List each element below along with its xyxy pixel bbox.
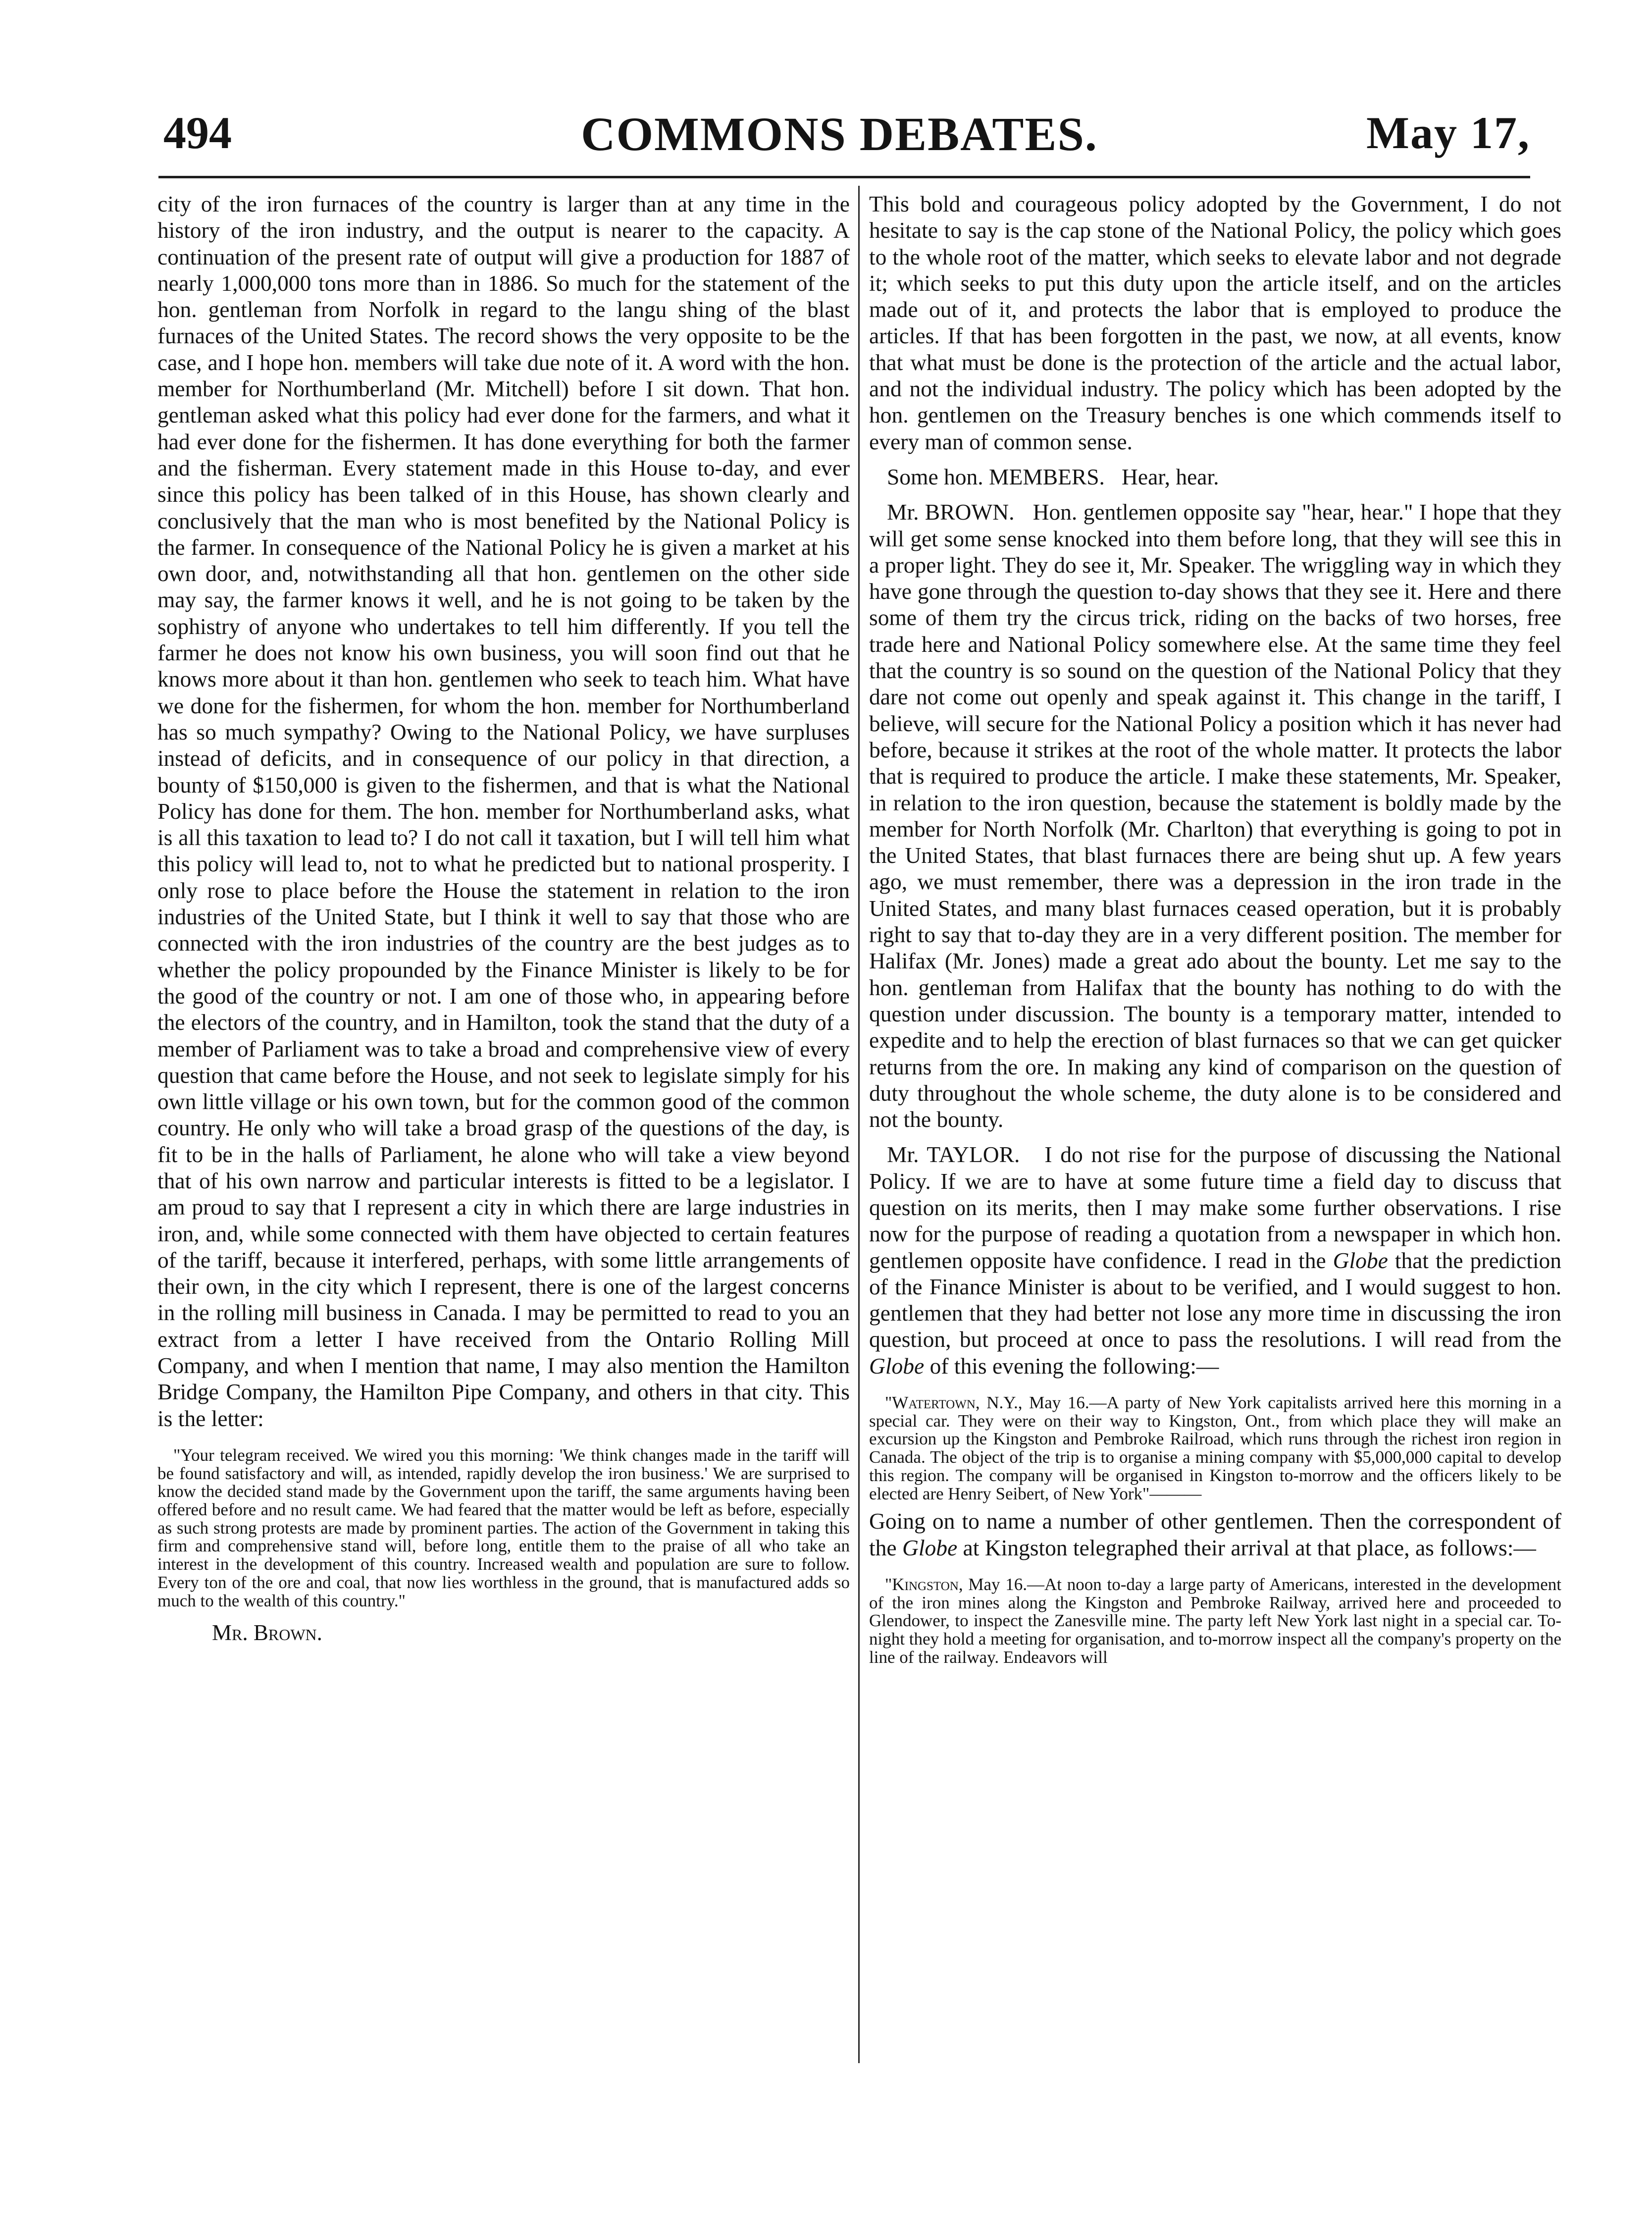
header-rule	[158, 176, 1530, 178]
speaker-name: Some hon. MEMBERS.	[887, 464, 1105, 489]
column-divider	[858, 186, 860, 2063]
speech-text: Hon. gentlemen opposite say "hear, hear." I hope that they will get some sense knocked into them before long, that they will see this in a proper light. They do see it, Mr. Speaker. The wriggling way in which they have gone through the question to-day shows that they see it. Here and there some of them try the circus trick, riding on the backs of two horses, free trade here and National Policy somewhere else. At the same time they feel that the country is so sound on the question of the National Policy that they dare not come out openly and speak against it. This change in the tariff, I believe, will secure for the National Policy a position which it has never had before, because it strikes at the root of the whole matter. It protects the labor that is required to produce the article. I make these statements, Mr. Speaker, in relation to the iron question, because the statement is boldly made by the member for North Norfolk (Mr. Charlton) that everything is going to pot in the United States, that blast furnaces there are being shut up. A few years ago, we must remember, there was a depression in the iron trade in the United States, and many blast furnaces ceased operation, but it is probably right to say that to-day they are in a very different position. The member for Halifax (Mr. Jones) made a great ado about the bounty. Let me say to the hon. gentleman from Halifax that the bounty has nothing to do with the question under discussion. The bounty is a temporary matter, intended to expedite and to help the erection of blast furnaces so that we can get quicker returns from the ore. In making any kind of comparison on the question of duty throughout the whole scheme, the duty alone is to be considered and not the bounty.	[869, 499, 1561, 1132]
paragraph: This bold and courageous policy adopted by the Government, I do not hesitate to say is the cap stone of the National Policy, the policy which goes to the whole root of the matter, which seeks to elevate labor and not degrade it; which seeks to put this duty upon the article itself, and on the articles made out of it, and protects the labor that is employed to produce the articles. If that has been forgotten in the past, we now, at all events, know that what must be done is the protection of the article and the actual labor, and not the individual industry. The policy which has been adopted by the hon. gentlemen on the Treasury benches is one which commends itself to every man of common sense.	[869, 191, 1561, 454]
newspaper-quote	[869, 1576, 1561, 1667]
left-column	[157, 191, 850, 1647]
speech-text: at Kingston telegraphed their arrival at that place, as follows:—	[963, 1535, 1536, 1560]
quote-paragraph	[869, 1394, 1561, 1503]
quote-text: May 16.—At noon to-day a large party of Americans, interested in the development of the iron mines along the Kingston and Pembroke Railway, arrived here and proceeded to Glendower, to inspect the Zanesville mine. The party left New York last night in a special car. To-night they hold a meeting for organisation, and to-morrow inspect all the company's property on the line of the railway. Endeavors will	[869, 1574, 1561, 1667]
quote-dateline: "Watertown,	[885, 1393, 980, 1413]
page-header	[149, 106, 1530, 166]
speaker-name: Mr. TAYLOR.	[887, 1142, 1020, 1168]
newspaper-name: Globe	[902, 1535, 958, 1560]
letter-quote	[157, 1446, 850, 1610]
paragraph: city of the iron furnaces of the country is larger than at any time in the history of the iron industry, and the output is nearer to the capacity. A continuation of the present rate of output will give a production for 1887 of nearly 1,000,000 tons more than in 1886. So much for the statement of the hon. gentleman from Norfolk in regard to the langu shing of the blast furnaces of the United States. The record shows the very opposite to be the case, and I hope hon. members will take due note of it. A word with the hon. member for Northumberland (Mr. Mitchell) before I sit down. That hon. gentleman asked what this policy had ever done for the farmers, and what it had ever done for the fishermen. It has done everything for both the farmer and the fisherman. Every statement made in this House to-day, and ever since this policy has been talked of in this House, has shown clearly and conclusively that the man who is most benefited by the National Policy is the farmer. In consequence of the National Policy he is given a market at his own door, and, notwithstanding all that hon. gentlemen on the other side may say, the farmer knows it well, and he is not going to be taken by the sophistry of anyone who undertakes to tell him differently. If you tell the farmer he does not know his own business, you will soon find out that he knows more about it than hon. gentlemen who seek to teach him. What have we done for the fishermen, for whom the hon. member for Northumberland has so much sympathy? Owing to the National Policy, we have surpluses instead of deficits, and in consequence of our policy in that direction, a bounty of $150,000 is given to the fishermen, and that is what the National Policy has done for them. The hon. member for Northumberland asks, what is all this taxation to lead to? I do not call it taxation, but I will tell him what this policy will lead to, not to what he predicted but to national prosperity. I only rose to place before the House the statement in relation to the iron industries of the United State, but I think it well to say that those who are connected with the iron industries of the country are the best judges as to whether the policy propounded by the Finance Minister is likely to be for the good of the country or not. I am one of those who, in appearing before the electors of the country, and in Hamilton, took the stand that the duty of a member of Parliament was to take a broad and comprehensive view of every question that came before the House, and not seek to legislate simply for his own little village or his own town, but for the common good of the common country. He only who will take a broad grasp of the questions of the day, is fit to be in the halls of Parliament, he alone who will take a view beyond that of his own narrow and particular interests is fitted to be a legislator. I am proud to say that I represent a city in which there are large industries in iron, and, while some connected with them have objected to certain features of the tariff, because it interfered, perhaps, with some little arrangements of their own, in the city which I represent, there is one of the largest concerns in the rolling mill business in Canada. I may be permitted to read to you an extract from a letter I have received from the Ontario Rolling Mill Company, and when I mention that name, I may also mention the Hamilton Bridge Company, the Hamilton Pipe Company, and others in that city. This is the letter:	[157, 191, 850, 1431]
page-number: 494	[163, 107, 232, 158]
newspaper-name: Globe	[869, 1353, 925, 1379]
quote-text: "Your telegram received. We wired you this morning: 'We think changes made in the tariff will be found satisfactory and will, as intended, rapidly develop the iron business.' We are surprised to know the decided stand made by the Government upon the tariff, the same arguments having been offered before and no result came. We had feared that the matter would be left as before, especially as such strong protests are made by prominent parties. The action of the Government in taking this firm and comprehensive stand will, before long, entitle them to the praise of all who take an interest in the development of this country. Increased wealth and population are sure to follow. Every ton of the ore and coal, that now lies worthless in the ground, that is manufactured adds so much to the wealth of this country."	[157, 1445, 850, 1610]
quote-paragraph	[869, 1576, 1561, 1667]
newspaper-name: Globe	[1333, 1247, 1388, 1273]
speech-text: of this evening the following:—	[929, 1353, 1219, 1379]
speech	[869, 1141, 1561, 1379]
paragraph	[869, 1508, 1561, 1561]
signature: Mr. Brown.	[212, 1620, 322, 1646]
speech-text: I do not rise for the purpose of discussing the National Policy. If we are to have at some future time a field day to discuss that question on its merits, then I may make some further observations. I rise now for the purpose of reading a quotation from a newspaper in which hon. gentlemen opposite have confidence. I read in the	[869, 1142, 1561, 1273]
page-title: COMMONS DEBATES.	[581, 107, 1098, 160]
speech	[869, 499, 1561, 1132]
speech-text: Hear, hear.	[1122, 464, 1219, 489]
page-date: May 17,	[1366, 107, 1530, 158]
speaker-name: Mr. BROWN.	[887, 499, 1015, 525]
speech-text: that the prediction of the Finance Minister is about to be verified, and I would suggest to hon. gentlemen that they had better not lose any more time in discussing the iron question, but proceed at once to pass the resolutions. I will read from the	[869, 1247, 1562, 1352]
newspaper-quote	[869, 1394, 1561, 1503]
quote-dateline: "Kingston,	[885, 1574, 963, 1594]
interjection	[869, 464, 1561, 490]
right-column	[869, 191, 1561, 1671]
quote-text: N.Y., May 16.—A party of New York capitalists arrived here this morning in a special car. They were on their way to Kingston, Ont., from which place they will make an excursion up the Kingston and Pembroke Railroad, which runs through the richest iron region in Canada. The object of the trip is to organise a mining company with $5,000,000 capital to develop this region. The company will be organised in Kingston to-morrow and the officers likely to be elected are Henry Seibert, of New York"———	[869, 1393, 1562, 1503]
speech-text: Going on to name a number of other gentlemen. Then the correspondent of the	[869, 1508, 1561, 1560]
